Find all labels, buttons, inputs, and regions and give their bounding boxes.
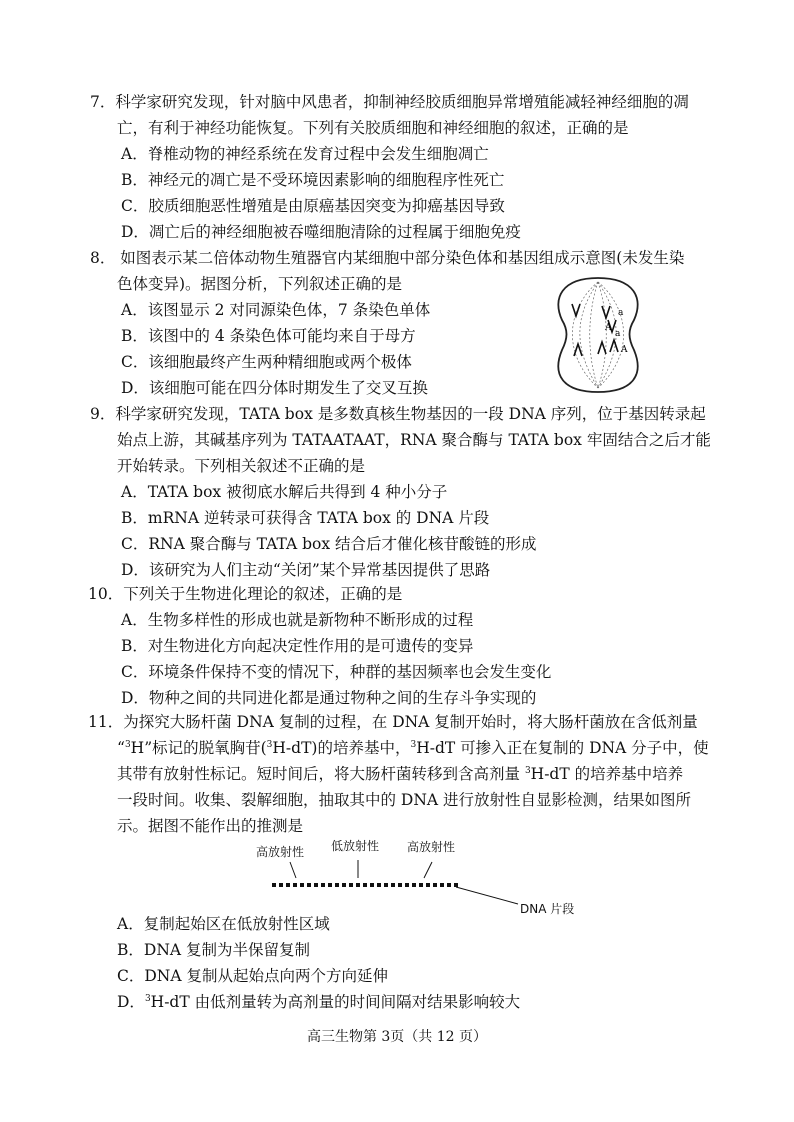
- q11-stem-line1: 11．为探究大肠杆菌 DNA 复制的过程，在 DNA 复制开始时，将大肠杆菌放在含低剂量: [88, 713, 698, 731]
- label-high-radioactivity-right: 高放射性: [407, 840, 456, 854]
- q8-option-b: B．该图中的 4 条染色体可能均来自于母方: [121, 327, 416, 345]
- q7-stem-line2: 亡，有利于神经功能恢复。下列有关胶质细胞和神经细胞的叙述，正确的是: [117, 119, 629, 137]
- q10-stem: 10．下列关于生物进化理论的叙述，正确的是: [88, 585, 403, 603]
- q9-stem-line2: 始点上游，其碱基序列为 TATAATAAT，RNA 聚合酶与 TATA box 牢固结合之后才能: [117, 431, 711, 449]
- gene-label-A-lower: A: [621, 345, 628, 355]
- q8-option-d: D．该细胞可能在四分体时期发生了交叉互换: [121, 379, 428, 397]
- q9-stem-line3: 开始转录。下列相关叙述不正确的是: [117, 457, 366, 475]
- cell-membrane: [558, 278, 637, 392]
- q9-option-d: D．该研究为人们主动“关闭”某个异常基因提供了思路: [121, 561, 491, 579]
- q8-option-c: C．该细胞最终产生两种精细胞或两个极体: [121, 353, 412, 371]
- q11-stem-line3: 其带有放射性标记。短时间后，将大肠杆菌转移到含高剂量 $^3$H-dT 的培养基中培养: [117, 765, 684, 783]
- q8-stem-line2: 色体变异)。据图分析，下列叙述正确的是: [117, 275, 403, 293]
- q7-option-a: A．脊椎动物的神经系统在发育过程中会发生细胞凋亡: [121, 145, 489, 163]
- q10-option-c: C．环境条件保持不变的情况下，种群的基因频率也会发生变化: [121, 663, 552, 681]
- q11-option-c: C．DNA 复制从起始点向两个方向延伸: [117, 967, 388, 985]
- pointer-high-right: [424, 862, 432, 878]
- q11-option-a: A．复制起始区在低放射性区域: [117, 915, 330, 933]
- q10-option-b: B．对生物进化方向起决定性作用的是可遗传的变异: [121, 637, 474, 655]
- dna-fragment-figure: [260, 860, 520, 910]
- gene-label-a-lower: a: [615, 329, 621, 339]
- q10-option-a: A．生物多样性的形成也就是新物种不断形成的过程: [121, 611, 474, 629]
- pointer-high-left: [290, 862, 296, 878]
- q9-option-c: C．RNA 聚合酶与 TATA box 结合后才催化核苷酸链的形成: [121, 535, 537, 553]
- page-footer: 高三生物第 3页（共 12 页）: [306, 1029, 488, 1045]
- gene-label-A-upper: A: [605, 323, 612, 333]
- q9-option-b: B．mRNA 逆转录可获得含 TATA box 的 DNA 片段: [121, 509, 490, 527]
- q11-stem-line2: “$^3$H”标记的脱氧胸苷($^3$H-dT)的培养基中，$^3$H-dT 可掺入正在复制的 DNA 分子中，使: [117, 739, 709, 757]
- q7-option-c: C．胶质细胞恶性增殖是由原癌基因突变为抑癌基因导致: [121, 197, 505, 215]
- pointer-dna: [456, 887, 518, 904]
- gene-label-a-upper: a: [618, 308, 624, 318]
- q7-option-b: B．神经元的凋亡是不受环境因素影响的细胞程序性死亡: [121, 171, 505, 189]
- label-dna-fragment: DNA 片段: [520, 902, 575, 916]
- label-low-radioactivity: 低放射性: [331, 839, 380, 853]
- q9-option-a: A．TATA box 被彻底水解后共得到 4 种小分子: [121, 483, 448, 501]
- q11-stem-line5: 示。据图不能作出的推测是: [117, 817, 304, 835]
- q7-option-d: D．凋亡后的神经细胞被吞噬细胞清除的过程属于细胞免疫: [121, 223, 521, 241]
- label-high-radioactivity-left: 高放射性: [256, 845, 305, 859]
- q10-option-d: D．物种之间的共同进化都是通过物种之间的生存斗争实现的: [121, 689, 537, 707]
- q11-option-d: D．$^3$H-dT 由低剂量转为高剂量的时间间隔对结果影响较大: [117, 993, 521, 1011]
- cell-division-figure: [548, 272, 648, 398]
- q11-option-b: B．DNA 复制为半保留复制: [117, 941, 311, 959]
- q11-stem-line4: 一段时间。收集、裂解细胞，抽取其中的 DNA 进行放射性自显影检测，结果如图所: [117, 791, 692, 809]
- q9-stem-line1: 9．科学家研究发现，TATA box 是多数真核生物基因的一段 DNA 序列，位于基因转录起: [90, 405, 706, 423]
- q7-stem-line1: 7．科学家研究发现，针对脑中风患者，抑制神经胶质细胞异常增殖能减轻神经细胞的凋: [90, 93, 689, 111]
- q8-stem-line1: 8． 如图表示某二倍体动物生殖器官内某细胞中部分染色体和基因组成示意图(未发生染: [90, 249, 685, 267]
- q8-option-a: A．该图显示 2 对同源染色体，7 条染色单体: [121, 301, 431, 319]
